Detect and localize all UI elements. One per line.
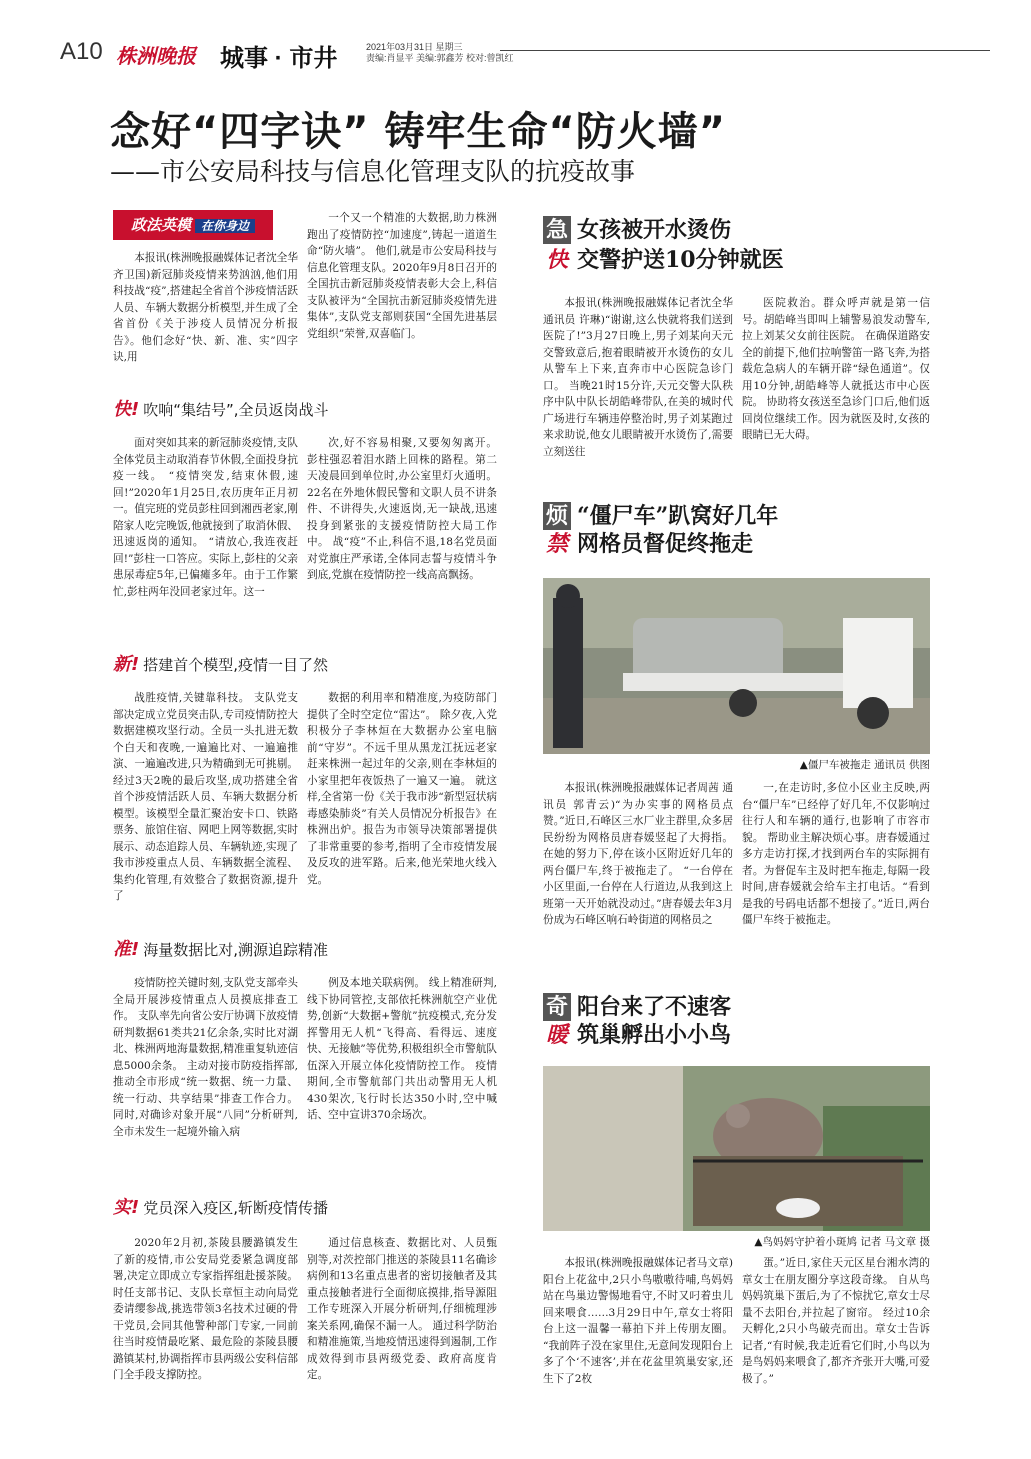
section-heading-text: 吹响“集结号”,全员返岗战斗 xyxy=(143,401,329,419)
section-title: 城事 · 市井 xyxy=(220,45,338,72)
main-subheadline: ——市公安局科技与信息化管理支队的抗疫故事 xyxy=(110,157,636,186)
tow-truck-illustration xyxy=(543,578,930,754)
tow-truck-photo xyxy=(543,578,930,754)
section-badge: 实! xyxy=(113,1197,140,1218)
story1-right-column: 医院救治。群众呼声就是第一信号。胡皓峰当即叫上辅警易浪发动警车,拉上刘某父女前往医院。 在确保道路安全的前提下,他们拉响警笛一路飞奔,为搭载危急病人的车辆开辟“绿色通道”。仅用10分钟,胡皓峰等人就抵达市中心医院。 协助将女孩送至急诊门口后,他们返回岗位继续工作。因为就医及时,女孩的眼睛已无大碍。 xyxy=(742,297,930,441)
story3-title2: 筑巢孵出小小鸟 xyxy=(577,1022,732,1048)
section2-right-column: 数据的利用率和精准度,为疫防部门提供了全时空定位“雷达”。 除夕夜,入党积极分子李林烜在大数据办公室电脑前“守岁”。不远千里从黑龙江抚远老家赶来株洲一起过年的父亲,则在李林烜的小家里把年夜饭热了一遍又一遍。 就这样,全省第一份《关于我市涉“新型冠状病毒感染肺炎”有关人员情况分析报告》在株洲出炉。报告为市领导决策部署提供了非常重要的参考,指明了全市疫情发展及反攻的进军路。后来,他光荣地火线入党。 xyxy=(307,692,497,886)
section-badge: 快! xyxy=(113,399,140,420)
section1-right-column: 次,好不容易相聚,又要匆匆离开。 彭柱强忍着泪水踏上回株的路程。第二天凌晨回到单位时,办公室里灯火通明。22名在外地休假民警和文职人员不讲条件、不讲得失,火速返岗,无一缺战,迅速投身到紧张的支援疫情防控大局工作中。 战“疫”不止,科信不退,18名党员面对党旗庄严承诺,全体同志誓与疫情斗争到底,党旗在疫情防控一线高高飘扬。 xyxy=(307,437,497,581)
section-heading-text: 海量数据比对,溯源追踪精准 xyxy=(143,941,328,959)
story2-keyword2: 禁 xyxy=(545,531,568,557)
story2-right-column: 一,在走访时,多位小区业主反映,两台“僵尸车”已经停了好几年,不仅影响过往行人和车辆的通行,也影响了市容市貌。 帮助业主解决烦心事。唐春媛通过多方走访打探,才找到两台车的实际拥有者。为督促车主及时把车拖走,每隔一段时间,唐春媛就会给车主打电话。“看到是我的号码电话都不想接了。”近日,两台僵尸车终于被拖走。 xyxy=(742,782,930,926)
story2-keyword1: 烦 xyxy=(543,502,571,530)
story2-title-line2 xyxy=(543,530,753,558)
main-headline: 念好“四字诀” 铸牢生命“防火墙” xyxy=(110,109,727,155)
story3-caption: ▲鸟妈妈守护着小斑鸠 记者 马文章 摄 xyxy=(754,1236,930,1248)
section-badge: 新! xyxy=(113,654,140,675)
story1-title1: 女孩被开水烫伤 xyxy=(577,217,732,243)
section4-left-column: 2020年2月初,茶陵县腰潞镇发生了新的疫情,市公安局党委紧急调度部署,决定立即成立专家指挥组赴援茶陵。 时任支部书记、支队长章恒主动向局党委请缨参战,挑选带领3名技术过硬的骨干党员,会同其他警种部门专家,一同前往当时疫情最吃紧、最危险的茶陵县腰潞镇某村,协调指挥市县两级公安科信部门全手段支撑防控。 xyxy=(113,1237,298,1381)
story1-left-column: 本报讯(株洲晚报融媒体记者沈全华 通讯员 许琳)“谢谢,这么快就将我们送到医院了!”3月27日晚上,男子刘某向天元交警致意后,抱着眼睛被开水烫伤的女儿从警车上下来,直奔市中心医院急诊门口。 当晚21时15分许,天元交警大队秩序中队中队长胡皓峰带队,在美的城时代广场进行车辆违停整治时,男子刘某跑过来求助说,他女儿眼睛被开水烫伤了,需要立刻送往 xyxy=(543,297,733,458)
intro-right-column: 一个又一个精准的大数据,助力株洲跑出了疫情防控“加速度”,铸起一道道生命“防火墙”。 他们,就是市公安局科技与信息化管理支队。2020年9月8日召开的全国抗击新冠肺炎疫情表彰大会上,科信支队被评为“全国抗击新冠肺炎疫情先进集体”,支队党支部则获国“全国先进基层党组织”荣誉,双喜临门。 xyxy=(307,212,497,340)
section1-left-column: 面对突如其来的新冠肺炎疫情,支队全体党员主动取消春节休假,全面投身抗疫一线。 “疫情突发,结束休假,速回!”2020年1月25日,农历庚年正月初一。值完班的党员彭柱回到湘西老家,刚陪家人吃完晚饭,他就接到了取消休假、迅速返岗的通知。 “请放心,我连夜赶回!”彭柱一口答应。实际上,彭柱的父亲患尿毒症5年,已偏瘫多年。由于工作繁忙,彭柱两年没回老家过年。这一 xyxy=(113,437,298,598)
section-badge: 准! xyxy=(113,939,140,960)
story3-left-column: 本报讯(株洲晚报融媒体记者马文章)阳台上花盆中,2只小鸟嗷嗷待哺,鸟妈妈站在鸟巢边警惕地看守,不时又叼着虫儿回来喂食……3月29日中午,章女士将阳台上这一温馨一幕拍下并上传朋友圈。 “我前阵子没在家里住,无意间发现阳台上多了个‘不速客’,并在花盆里筑巢安家,还生下了2枚 xyxy=(543,1257,733,1385)
section4-right-column: 通过信息核查、数据比对、人员甄别等,对茨控部门推送的茶陵县11名确诊病例和13名重点患者的密切接触者及其重点接触者进行全面彻底摸排,指导源阻工作专班深入开展分析研判,仔细梳理涉案关系网,确保不漏一人。 通过科学防治和精准施策,当地疫情迅速得到遏制,工作成效得到市县两级党委、政府高度肯定。 xyxy=(307,1237,497,1381)
story1-keyword1: 急 xyxy=(543,216,571,244)
newspaper-logo: 株洲晚报 xyxy=(116,46,196,68)
section-heading-text: 搭建首个模型,疫情一目了然 xyxy=(143,656,328,674)
story3-keyword1: 奇 xyxy=(543,993,571,1021)
story2-caption: ▲僵尸车被拖走 通讯员 供图 xyxy=(799,759,930,771)
story1-title-line2 xyxy=(543,246,784,274)
story2-title1: “僵尸车”趴窝好几年 xyxy=(577,503,779,529)
banner-text-b: 在你身边 xyxy=(195,219,255,233)
section-heading-kuai xyxy=(113,395,329,421)
editor-credits: 责编:肖显平 美编:郭鑫芳 校对:曾凯红 xyxy=(366,53,514,63)
section3-right-column: 例及本地关联病例。 线上精准研判,线下协同管控,支部依托株洲航空产业优势,创新“大数据+警航”抗疫模式,充分发挥警用无人机“飞得高、看得远、速度快、无接触”等优势,积极组织全市警航队伍深入开展立体化疫情防控工作。 疫情期间,全市警航部门共出动警用无人机430架次,飞行时长达350小时,空中喊话、空中宣讲370余场次。 xyxy=(307,977,497,1121)
story3-title1: 阳台来了不速客 xyxy=(577,994,732,1020)
story3-title-line2 xyxy=(543,1021,731,1049)
story3-title-line1 xyxy=(543,993,731,1021)
bird-nest-illustration xyxy=(543,1066,930,1231)
section-heading-text: 党员深入疫区,斩断疫情传播 xyxy=(143,1199,328,1217)
column-banner xyxy=(113,210,273,240)
bird-nest-photo xyxy=(543,1066,930,1231)
story2-title2: 网格员督促终拖走 xyxy=(577,531,754,557)
section-heading-xin xyxy=(113,650,328,676)
section-heading-zhun xyxy=(113,935,328,961)
story3-keyword2: 暖 xyxy=(545,1022,568,1048)
story3-right-column: 蛋。”近日,家住天元区星台湘水湾的章女士在朋友圈分享这段奇缘。 自从鸟妈妈筑巢下蛋后,为了不惊扰它,章女士尽量不去阳台,并拉起了窗帘。 经过10余天孵化,2只小鸟破壳而出。章女士告诉记者,“有时候,我走近看它们时,小鸟以为是鸟妈妈来喂食了,都齐齐张开大嘴,可爱极了。” xyxy=(742,1257,930,1385)
section-heading-shi xyxy=(113,1193,328,1219)
story1-title2: 交警护送10分钟就医 xyxy=(577,247,784,273)
masthead-rule xyxy=(500,50,990,51)
masthead xyxy=(60,38,990,72)
section3-left-column: 疫情防控关键时刻,支队党支部牵头全局开展涉疫情重点人员摸底排查工作。 支队率先向省公安厅协调下放疫情研判数据61类共21亿余条,实时比对湖北、株洲两地海量数据,精准重复轨迹信息5000余条。 主动对接市防疫指挥部,推动全市形成“统一数据、统一力量、统一行动、共享结果”排查工作合力。同时,对确诊对象开展“八同”分析研判,全市未发生一起境外输入病 xyxy=(113,977,298,1138)
banner-text-a: 政法英模 xyxy=(130,216,191,234)
page-number: A10 xyxy=(60,38,103,65)
story1-keyword2: 快 xyxy=(545,247,568,273)
issue-date: 2021年03月31日 星期三 xyxy=(366,42,463,52)
story2-title-line1 xyxy=(543,502,778,530)
section2-left-column: 战胜疫情,关键靠科技。 支队党支部决定成立党员突击队,专司疫情防控大数据建模攻坚行动。全员一头扎进无数个白天和夜晚,一遍遍比对、一遍遍推演、一遍遍改进,只为精确到无可挑剔。 经过3天2晚的最后攻坚,成功搭建全省首个涉疫情活跃人员、车辆大数据分析模型。该模型全量汇聚治安卡口、铁路票务、旅馆住宿、网吧上网等数据,实时展示、动态追踪人员、车辆轨迹,实现了我市涉疫重点人员、车辆数据全流程、集约化管理,有效整合了数据资源,提升了 xyxy=(113,692,298,902)
intro-left-column: 本报讯(株洲晚报融媒体记者沈全华 齐卫国)新冠肺炎疫情来势汹汹,他们用科技战“疫”,搭建起全省首个涉疫情活跃人员、车辆大数据分析模型,并生成了全省首份《关于涉疫人员情况分析报告》。他们念好“快、新、准、实”四字诀,用 xyxy=(113,252,298,363)
story2-left-column: 本报讯(株洲晚报融媒体记者周茜 通讯员 郭青云)“为办实事的网格员点赞。”近日,石峰区三水厂业主群里,众多居民纷纷为网格员唐春媛竖起了大拇指。在她的努力下,停在该小区附近好几年的两台僵尸车,终于被拖走了。 “一台停在小区里面,一台停在人行道边,从我到这上班第一天开始就没动过。”唐春媛去年3月份成为石峰区响石岭街道的网格员之 xyxy=(543,782,733,926)
story1-title-line1 xyxy=(543,216,731,244)
